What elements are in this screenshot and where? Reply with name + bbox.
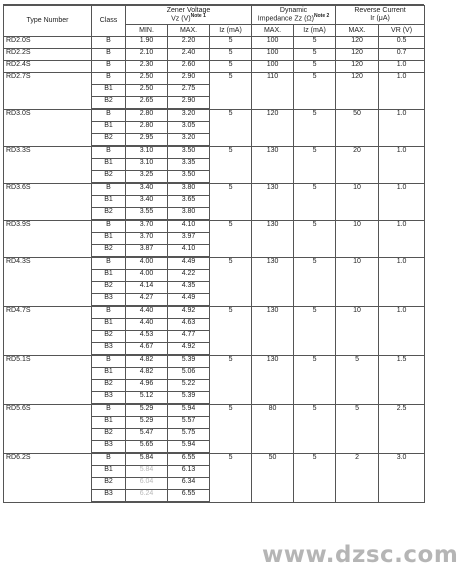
vz-max-cell: 5.57: [168, 417, 210, 429]
zz-iz-cell: 5: [294, 454, 336, 503]
vz-max-cell: 6.13: [168, 466, 210, 478]
vz-min-cell: 5.47: [126, 429, 168, 441]
vz-max-cell: 4.63: [168, 319, 210, 331]
vr-cell: 1.5: [379, 356, 425, 405]
vz-min-cell: 2.80: [126, 110, 168, 122]
iz-cell: 5: [210, 49, 252, 61]
zz-iz-cell: 5: [294, 37, 336, 49]
vz-min-cell: 5.84: [126, 454, 168, 466]
class-cell: B1: [92, 196, 126, 208]
vz-max-cell: 4.92: [168, 343, 210, 355]
zz-iz-cell: 5: [294, 110, 336, 147]
ir-max-cell: 120: [336, 37, 379, 49]
vz-max-cell: 3.80: [168, 208, 210, 220]
class-cell: B: [92, 405, 126, 417]
vz-min-cell: 4.00: [126, 258, 168, 270]
zz-iz-cell: 5: [294, 184, 336, 221]
vz-min-cell: 4.40: [126, 319, 168, 331]
vz-min-cell: 4.40: [126, 307, 168, 319]
class-cell: B2: [92, 282, 126, 294]
header-zz-iz: Iz (mA): [294, 25, 336, 37]
vz-max-cell: 6.55: [168, 454, 210, 466]
vz-min-cell: 5.29: [126, 405, 168, 417]
vr-cell: 0.5: [379, 37, 425, 49]
vz-min-cell: 3.87: [126, 245, 168, 257]
ir-max-cell: 120: [336, 73, 379, 110]
iz-cell: 5: [210, 221, 252, 258]
vz-max-cell: 4.35: [168, 282, 210, 294]
blank-cell: [92, 502, 126, 503]
ir-max-cell: 5: [336, 405, 379, 454]
table-row: [4, 184, 425, 196]
ir-max-cell: 5: [336, 356, 379, 405]
vz-max-cell: 2.90: [168, 73, 210, 85]
iz-cell: 5: [210, 147, 252, 184]
vz-min-cell: 3.25: [126, 171, 168, 183]
zz-iz-cell: 5: [294, 405, 336, 454]
vz-max-cell: 5.39: [168, 392, 210, 404]
vz-max-cell: 3.20: [168, 134, 210, 146]
vz-min-cell: 5.29: [126, 417, 168, 429]
table-body: [4, 37, 425, 503]
zz-max-cell: 120: [252, 110, 294, 147]
type-number-cell: RD6.2S: [4, 454, 92, 503]
class-cell: B1: [92, 159, 126, 171]
vz-min-cell: 5.12: [126, 392, 168, 404]
zz-iz-cell: 5: [294, 61, 336, 73]
zz-iz-cell: 5: [294, 73, 336, 110]
header-class: Class: [92, 6, 126, 37]
vz-min-cell: 1.90: [126, 37, 168, 49]
header-ir-max: MAX.: [336, 25, 379, 37]
vz-min-cell: 4.53: [126, 331, 168, 343]
vz-min-cell: 4.82: [126, 356, 168, 368]
vz-min-cell: 5.84: [126, 466, 168, 478]
class-cell: B2: [92, 134, 126, 146]
vr-cell: 3.0: [379, 454, 425, 503]
header-type-number: Type Number: [4, 6, 92, 37]
header-dynamic-impedance: Dynamic Impedance Zz $(\Omega)^{Note 2}$: [252, 6, 336, 25]
class-cell: B1: [92, 122, 126, 134]
type-number-cell: RD2.7S: [4, 73, 92, 110]
iz-cell: 5: [210, 405, 252, 454]
class-cell: B3: [92, 441, 126, 453]
type-number-cell: RD4.3S: [4, 258, 92, 307]
vz-max-cell: 3.97: [168, 233, 210, 245]
vz-min-cell: 3.40: [126, 184, 168, 196]
vz-max-cell: 2.75: [168, 85, 210, 97]
vz-min-cell: 6.04: [126, 478, 168, 490]
class-cell: B3: [92, 490, 126, 502]
vr-cell: 2.5: [379, 405, 425, 454]
vz-min-cell: 3.55: [126, 208, 168, 220]
vz-min-cell: 5.65: [126, 441, 168, 453]
table-row: [4, 37, 425, 49]
class-cell: B: [92, 184, 126, 196]
vz-min-cell: 2.80: [126, 122, 168, 134]
class-cell: B2: [92, 478, 126, 490]
type-number-cell: RD5.6S: [4, 405, 92, 454]
type-number-cell: RD3.9S: [4, 221, 92, 258]
blank-cell: [168, 502, 210, 503]
vz-max-cell: 3.80: [168, 184, 210, 196]
class-cell: B1: [92, 233, 126, 245]
vz-max-cell: 6.34: [168, 478, 210, 490]
header-zz-max: MAX.: [252, 25, 294, 37]
ir-max-cell: 50: [336, 110, 379, 147]
class-cell: B3: [92, 392, 126, 404]
zz-max-cell: 130: [252, 184, 294, 221]
zz-max-cell: 100: [252, 49, 294, 61]
vz-max-cell: 2.40: [168, 49, 210, 61]
vz-min-cell: 6.24: [126, 490, 168, 502]
class-cell: B: [92, 37, 126, 49]
type-number-cell: RD3.3S: [4, 147, 92, 184]
vz-min-cell: 2.50: [126, 73, 168, 85]
ir-max-cell: 120: [336, 61, 379, 73]
class-cell: B: [92, 356, 126, 368]
vz-max-cell: 2.20: [168, 37, 210, 49]
class-cell: B: [92, 49, 126, 61]
type-number-cell: RD2.2S: [4, 49, 92, 61]
zz-max-cell: 50: [252, 454, 294, 503]
header-vr: VR (V): [379, 25, 425, 37]
ir-max-cell: 120: [336, 49, 379, 61]
vr-cell: 1.0: [379, 110, 425, 147]
ir-max-cell: 10: [336, 258, 379, 307]
table-row: [4, 221, 425, 233]
vz-max-cell: 5.06: [168, 368, 210, 380]
vz-max-cell: 4.22: [168, 270, 210, 282]
type-number-cell: RD3.6S: [4, 184, 92, 221]
type-number-cell: RD3.0S: [4, 110, 92, 147]
vz-min-cell: 3.70: [126, 221, 168, 233]
vz-min-cell: 3.70: [126, 233, 168, 245]
zz-max-cell: 130: [252, 221, 294, 258]
table-row: [4, 405, 425, 417]
zz-iz-cell: 5: [294, 147, 336, 184]
zz-max-cell: 110: [252, 73, 294, 110]
vz-max-cell: 3.50: [168, 171, 210, 183]
zz-max-cell: 80: [252, 405, 294, 454]
vz-max-cell: 5.75: [168, 429, 210, 441]
vz-max-cell: 3.05: [168, 122, 210, 134]
vz-min-cell: 4.14: [126, 282, 168, 294]
table-row: [4, 110, 425, 122]
vz-max-cell: 3.50: [168, 147, 210, 159]
vz-max-cell: 4.49: [168, 258, 210, 270]
iz-cell: 5: [210, 110, 252, 147]
vz-max-cell: 5.94: [168, 441, 210, 453]
vz-max-cell: 2.90: [168, 97, 210, 109]
vz-max-cell: 5.94: [168, 405, 210, 417]
vz-max-cell: 5.39: [168, 356, 210, 368]
zz-iz-cell: 5: [294, 49, 336, 61]
vz-min-cell: 4.96: [126, 380, 168, 392]
header-reverse-current: Reverse Current Ir (μA): [336, 6, 425, 25]
vz-min-cell: 3.10: [126, 147, 168, 159]
class-cell: B2: [92, 171, 126, 183]
vz-max-cell: 3.35: [168, 159, 210, 171]
header-iz: Iz (mA): [210, 25, 252, 37]
class-cell: B: [92, 73, 126, 85]
vz-min-cell: 2.65: [126, 97, 168, 109]
class-cell: B1: [92, 319, 126, 331]
vr-cell: 1.0: [379, 258, 425, 307]
vz-min-cell: 4.67: [126, 343, 168, 355]
vz-max-cell: 4.77: [168, 331, 210, 343]
vr-cell: 1.0: [379, 147, 425, 184]
iz-cell: 5: [210, 356, 252, 405]
class-cell: B1: [92, 466, 126, 478]
class-cell: B: [92, 258, 126, 270]
table-row: [4, 73, 425, 85]
class-cell: B1: [92, 368, 126, 380]
table-row: [4, 258, 425, 270]
vr-cell: 1.0: [379, 307, 425, 356]
ir-max-cell: 10: [336, 184, 379, 221]
vz-max-cell: 3.65: [168, 196, 210, 208]
table-row: [4, 356, 425, 368]
iz-cell: 5: [210, 61, 252, 73]
vz-min-cell: 2.95: [126, 134, 168, 146]
class-cell: B2: [92, 245, 126, 257]
header-min: MIN.: [126, 25, 168, 37]
zz-max-cell: 130: [252, 307, 294, 356]
class-cell: B: [92, 110, 126, 122]
header-zener-voltage: Zener Voltage Vz $(V)^{Note 1}$: [126, 6, 252, 25]
vz-min-cell: 2.10: [126, 49, 168, 61]
class-cell: B2: [92, 208, 126, 220]
zz-iz-cell: 5: [294, 307, 336, 356]
zz-iz-cell: 5: [294, 356, 336, 405]
iz-cell: 5: [210, 307, 252, 356]
vz-max-cell: 4.92: [168, 307, 210, 319]
class-cell: B1: [92, 270, 126, 282]
vz-max-cell: 4.10: [168, 221, 210, 233]
class-cell: B2: [92, 97, 126, 109]
vz-min-cell: 2.30: [126, 61, 168, 73]
vz-min-cell: 4.27: [126, 294, 168, 306]
table-row: [4, 454, 425, 466]
vz-max-cell: 3.20: [168, 110, 210, 122]
vr-cell: 1.0: [379, 184, 425, 221]
class-cell: B: [92, 221, 126, 233]
ir-max-cell: 10: [336, 221, 379, 258]
vz-max-cell: 2.60: [168, 61, 210, 73]
blank-cell: [126, 502, 168, 503]
class-cell: B: [92, 147, 126, 159]
type-number-cell: RD4.7S: [4, 307, 92, 356]
vr-cell: 0.7: [379, 49, 425, 61]
class-cell: B1: [92, 85, 126, 97]
class-cell: B: [92, 307, 126, 319]
iz-cell: 5: [210, 454, 252, 503]
iz-cell: 5: [210, 184, 252, 221]
vz-max-cell: 5.22: [168, 380, 210, 392]
vz-max-cell: 4.10: [168, 245, 210, 257]
class-cell: B3: [92, 294, 126, 306]
zz-max-cell: 130: [252, 147, 294, 184]
vz-min-cell: 3.10: [126, 159, 168, 171]
zz-max-cell: 130: [252, 258, 294, 307]
vz-max-cell: 6.55: [168, 490, 210, 502]
table-row: [4, 49, 425, 61]
zz-iz-cell: 5: [294, 258, 336, 307]
iz-cell: 5: [210, 258, 252, 307]
vz-min-cell: 2.50: [126, 85, 168, 97]
table-row: [4, 61, 425, 73]
type-number-cell: RD5.1S: [4, 356, 92, 405]
vr-cell: 1.0: [379, 73, 425, 110]
iz-cell: 5: [210, 73, 252, 110]
table-row: [4, 307, 425, 319]
class-cell: B2: [92, 380, 126, 392]
vz-max-cell: 4.49: [168, 294, 210, 306]
class-cell: B2: [92, 429, 126, 441]
vr-cell: 1.0: [379, 221, 425, 258]
type-number-cell: RD2.0S: [4, 37, 92, 49]
class-cell: B: [92, 61, 126, 73]
header-max: MAX.: [168, 25, 210, 37]
type-number-cell: RD2.4S: [4, 61, 92, 73]
vz-min-cell: 3.40: [126, 196, 168, 208]
class-cell: B3: [92, 343, 126, 355]
vz-min-cell: 4.00: [126, 270, 168, 282]
ir-max-cell: 10: [336, 307, 379, 356]
ir-max-cell: 2: [336, 454, 379, 503]
zz-iz-cell: 5: [294, 221, 336, 258]
vr-cell: 1.0: [379, 61, 425, 73]
watermark: www.dzsc.com: [262, 542, 458, 568]
class-cell: B1: [92, 417, 126, 429]
vz-min-cell: 4.82: [126, 368, 168, 380]
zener-spec-table: [3, 5, 425, 503]
zz-max-cell: 100: [252, 37, 294, 49]
table-row: [4, 147, 425, 159]
class-cell: B2: [92, 331, 126, 343]
ir-max-cell: 20: [336, 147, 379, 184]
class-cell: B: [92, 454, 126, 466]
iz-cell: 5: [210, 37, 252, 49]
zz-max-cell: 130: [252, 356, 294, 405]
zz-max-cell: 100: [252, 61, 294, 73]
